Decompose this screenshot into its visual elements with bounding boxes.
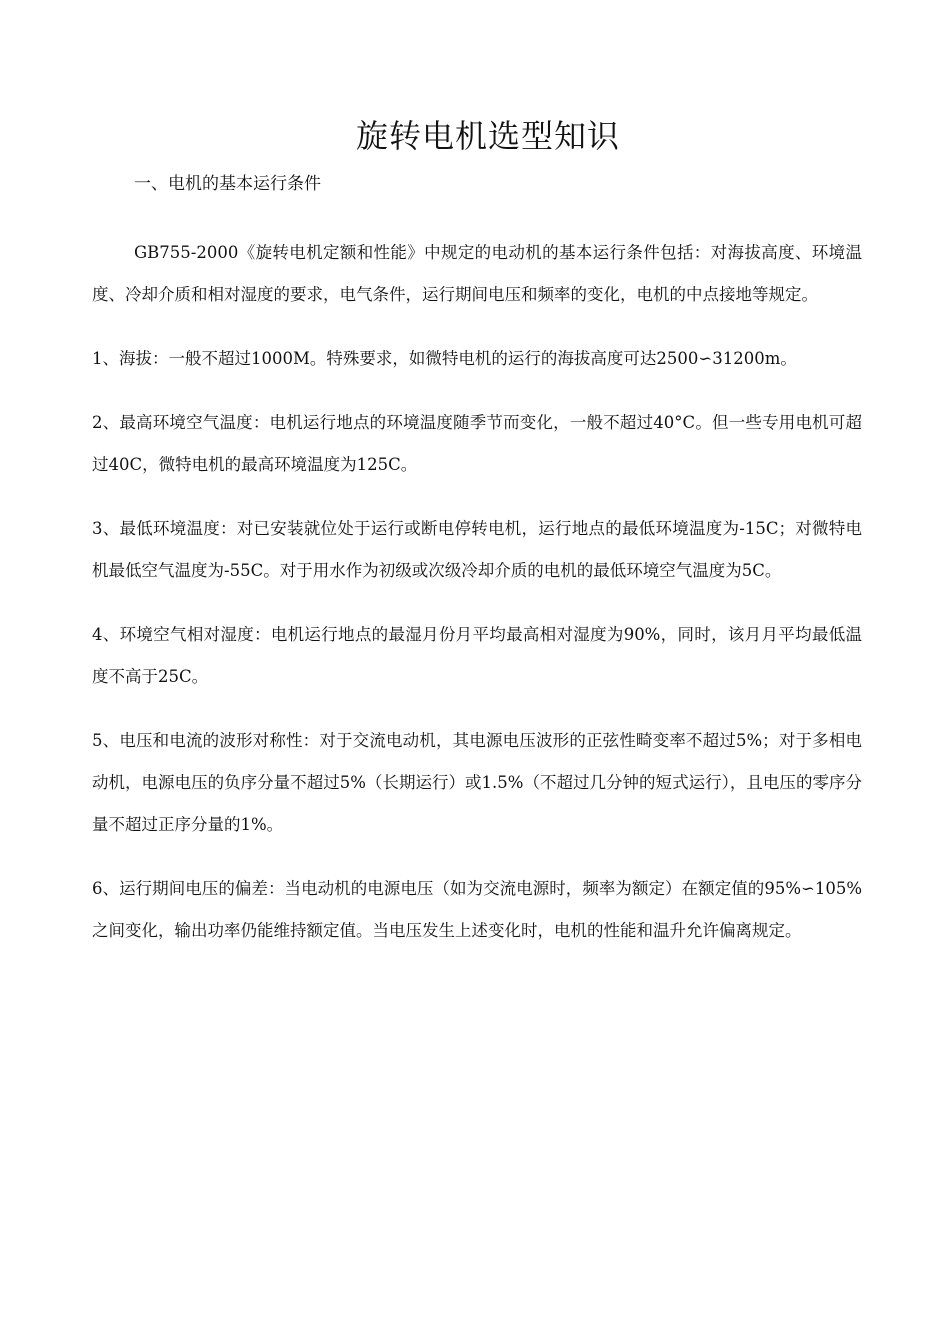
item-voltage-deviation: 6、运行期间电压的偏差：当电动机的电源电压（如为交流电源时，频率为额定）在额定值的95%∽105%之间变化，输出功率仍能维持额定值。当电压发生上述变化时，电机的性能和温升允许偏离规定。 <box>92 879 862 940</box>
item-min-ambient-temperature: 3、最低环境温度：对已安装就位处于运行或断电停转电机，运行地点的最低环境温度为-15C；对微特电机最低空气温度为-55C。对于用水作为初级或次级冷却介质的电机的最低环境空气温度为5C。 <box>92 519 862 580</box>
item-altitude: 1、海拔：一般不超过1000M。特殊要求，如微特电机的运行的海拔高度可达2500∽31200m。 <box>92 349 797 368</box>
item-waveform-symmetry: 5、电压和电流的波形对称性：对于交流电动机，其电源电压波形的正弦性畸变率不超过5%；对于多相电动机，电源电压的负序分量不超过5%（长期运行）或1.5%（不超过几分钟的短式运行），且电压的零序分量不超过正序分量的1%。 <box>92 731 862 834</box>
document-page <box>92 108 862 952</box>
item-max-ambient-temperature: 2、最高环境空气温度：电机运行地点的环境温度随季节而变化，一般不超过40°C。但一些专用电机可超过40C，微特电机的最高环境温度为125C。 <box>92 413 862 474</box>
item-relative-humidity: 4、环境空气相对湿度：电机运行地点的最湿月份月平均最高相对湿度为90%，同时，该月月平均最低温度不高于25C。 <box>92 625 862 686</box>
section-heading: 一、电机的基本运行条件 <box>134 174 321 194</box>
document-title: 旋转电机选型知识 <box>355 117 620 155</box>
intro-paragraph: GB755-2000《旋转电机定额和性能》中规定的电动机的基本运行条件包括：对海拔高度、环境温度、冷却介质和相对湿度的要求，电气条件，运行期间电压和频率的变化，电机的中点接地等规定。 <box>92 243 862 304</box>
